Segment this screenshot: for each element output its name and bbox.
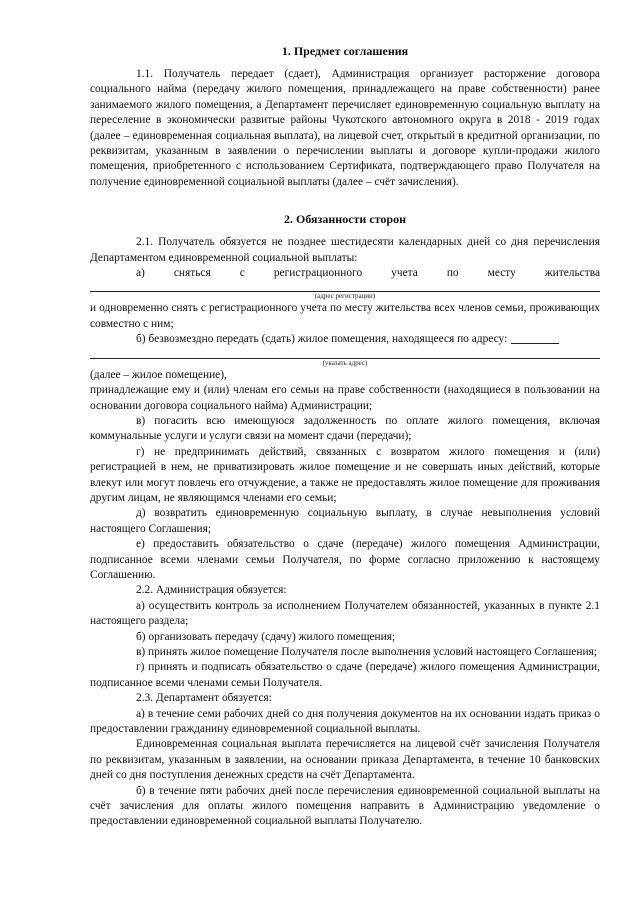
registration-address-caption: (адрес регистрации): [314, 292, 376, 301]
address-line: [90, 348, 600, 359]
clause-2-1-g: г) не предпринимать действий, связанных с возвратом жилого помещения и (или) регистрацией в нем, не приватизировать жилое помещение и не совершать иных действий, которые влекут или могут повлечь его отчуждение, а также не предоставлять жилое помещение для проживания другим лицам, не являющимся членами его семьи;: [90, 445, 600, 504]
clause-2-1-b: б) безвозмездно передать (сдать) жилое помещения, находящееся по адресу:: [136, 333, 508, 346]
clause-2-1-e: е) предоставить обязательство о сдаче (передаче) жилого помещения Администрации, подписанное всеми членами семьи Получателя, по форме согласно приложению к настоящему Соглашению.: [90, 538, 600, 581]
clause-2-1-b-row: [90, 332, 600, 347]
clause-1-1: 1.1. Получатель передает (сдает), Администрация организует расторжение договора социального найма (передачу жилого помещения, принадлежащего на праве собственности) ранее занимаемого жилого помещения, а Департамент перечисляет единовременную социальную выплату на переселение в экономически развитые районы Чукотского автономного округа в 2018 - 2019 годах (далее – единовременная социальная выплата), на лицевой счет, открытый в кредитной организации, по реквизитам, указанным в заявлении о перечислении выплаты и договоре купли-продажи жилого помещения, приобретенного с использованием Сертификата, подтверждающего право Получателя на получение единовременной социальной выплаты (далее – счёт зачисления).: [90, 68, 600, 188]
section-1-heading: 1. Предмет соглашения: [281, 44, 409, 58]
clause-2-2-g: г) принять и подписать обязательство о сдаче (передаче) жилого помещения Администрации, подписанное всеми членами семьи Получателя.: [90, 661, 600, 689]
clause-2-3-b: б) в течение пяти рабочих дней после перечисления единовременной социальной выплаты на счёт зачисления для оплаты жилого помещения направить в Администрацию уведомление о предоставлении единовременной социальной выплаты Получателю.: [90, 784, 600, 828]
clause-2-1-b-continued: принадлежащие ему и (или) членам его семьи на праве собственности (находящиеся в пользовании на основании договора социального найма) Администрации;: [90, 384, 600, 412]
clause-2-3-a: а) в течение семи рабочих дней со дня получения документов на их основании издать приказ о предоставлении гражданину единовременной социальной выплаты.: [90, 707, 600, 736]
clause-2-3-a-payment: Единовременная социальная выплата перечисляется на лицевой счёт зачисления Получателя по реквизитам, указанным в заявлении, на основании приказа Департамента, в течение 10 банковских дней со дня поступления денежных средств на счёт Департамента.: [90, 738, 600, 782]
clause-2-2-a: а) осуществить контроль за исполнением Получателем обязанностей, указанных в пункте 2.1 настоящего раздела;: [90, 599, 600, 628]
clause-2-1-a-continued: и одновременно снять с регистрационного учета по месту жительства всех членов семьи, проживающих совместно с ним;: [90, 302, 600, 330]
address-caption: (указать адрес): [322, 358, 368, 367]
clause-2-3: 2.3. Департамент обязуется:: [136, 692, 272, 705]
clause-2-2-b: б) организовать передачу (сдачу) жилого помещения;: [136, 630, 396, 643]
address-blank-inline: [511, 332, 559, 344]
document-page: [90, 0, 600, 830]
clause-2-1-v: в) погасить всю имеющуюся задолженность по оплате жилого помещения, включая коммунальные услуги и услуги связи на момент сдачи (передачи);: [90, 414, 600, 443]
clause-2-1-a: а) сняться с регистрационного учета по месту жительства: [136, 267, 600, 280]
clause-2-1-d: д) возвратить единовременную социальную выплату, в случае невыполнения условий настоящего Соглашения;: [90, 507, 600, 535]
clause-2-2: 2.2. Администрация обязуется:: [136, 584, 287, 597]
dalee-note: (далее – жилое помещение),: [90, 368, 227, 381]
clause-2-2-v: в) принять жилое помещение Получателя после выполнения условий настоящего Соглашения;: [136, 646, 597, 658]
registration-address-line: [90, 281, 600, 292]
clause-2-1: 2.1. Получатель обязуется не позднее шестидесяти календарных дней со дня перечисления Департаментом единовременной социальной выплаты:: [90, 236, 600, 264]
section-2-heading: 2. Обязанности сторон: [284, 212, 406, 227]
